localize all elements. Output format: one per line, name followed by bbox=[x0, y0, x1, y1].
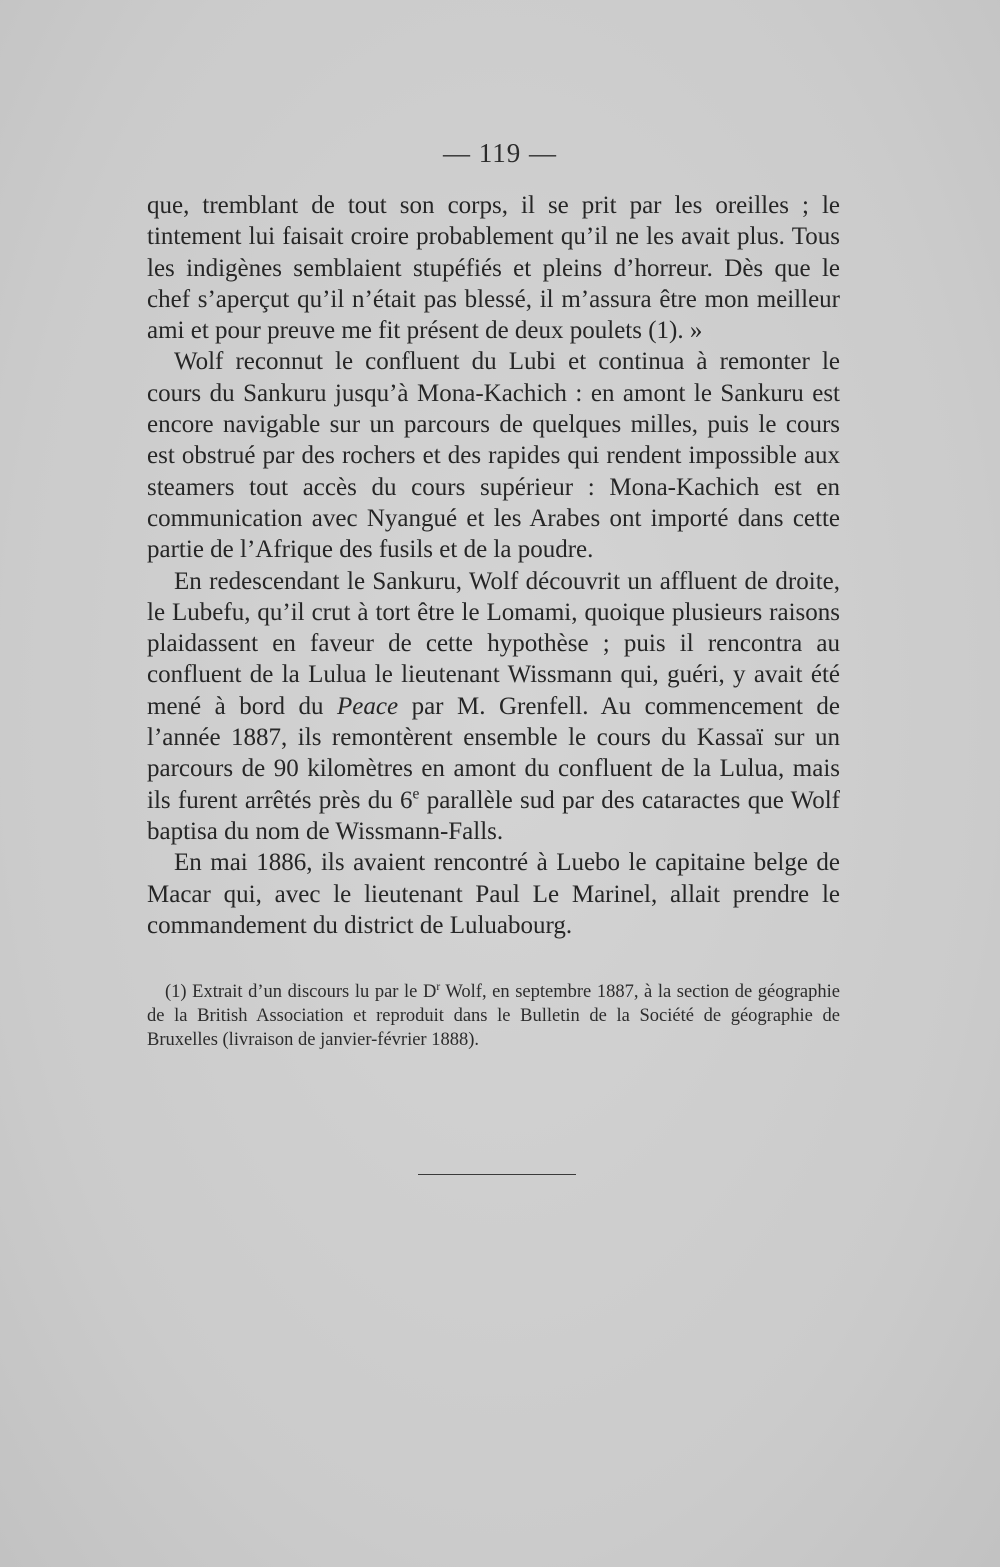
paragraph-1: que, tremblant de tout son corps, il se prit par les oreilles ; le tintement lui faisait croire probablement qu’il ne les avait plus. Tous les indigènes semblaient stupéfiés et pleins d’horreur. Dès que le chef s’aperçut qu’il n’était pas blessé, il m’assura être mon meilleur ami et pour preuve me fit présent de deux poulets (1). » bbox=[147, 192, 840, 345]
paragraph-4: En mai 1886, ils avaient rencontré à Luebo le capitaine belge de Macar qui, avec le lieutenant Paul Le Marinel, allait prendre le commandement du district de Luluabourg. bbox=[147, 849, 840, 939]
footnote-text-a: (1) Extrait d’un discours lu par le D bbox=[165, 982, 437, 1002]
ordinal-superscript: e bbox=[412, 785, 420, 803]
footnote bbox=[147, 980, 840, 1052]
footnote-text-b: Wolf, en septembre 1887, à la section de géographie de la British Association et reproduit dans le Bulletin de la Société de géographie de Bruxelles (livraison de janvier-février 1888). bbox=[147, 982, 840, 1050]
paragraph-2: Wolf reconnut le confluent du Lubi et continua à remonter le cours du Sankuru jusqu’à Mona-Kachich : en amont le Sankuru est encore navigable sur un parcours de quelques milles, puis le cours est obstrué par des rochers et des rapides qui rendent impossible aux steamers tout accès du cours supérieur : Mona-Kachich est en communication avec Nyangué et les Arabes ont importé dans cette partie de l’Afrique des fusils et de la poudre. bbox=[147, 348, 840, 564]
paragraph-3-text-b: par M. Grenfell. Au commencement de l’année 1887, ils remontèrent ensemble le cours du Kassaï sur un parcours de 90 kilomètres en amont du confluent de la Lulua, mais ils furent arrêtés près du 6 bbox=[147, 692, 841, 814]
doctor-abbrev-superscript: r bbox=[436, 980, 441, 993]
paragraph-3-text-c: parallèle sud par des cataractes que Wolf baptisa du nom de Wissmann-Falls. bbox=[147, 786, 841, 845]
ship-name-italic: Peace bbox=[337, 692, 399, 720]
paragraph-3 bbox=[147, 566, 840, 848]
page-number: — 119 — bbox=[443, 138, 557, 168]
paragraph-3-text-a: En redescendant le Sankuru, Wolf découvrit un affluent de droite, le Lubefu, qu’il crut à tort être le Lomami, quoique plusieurs raisons plaidassent en faveur de cette hypothèse ; puis il rencontra au confluent de la Lulua le lieutenant Wissmann qui, guéri, y avait été mené à bord du bbox=[147, 567, 840, 720]
end-rule-divider bbox=[418, 1174, 576, 1175]
footnote-text bbox=[147, 980, 840, 1052]
main-text bbox=[147, 190, 840, 941]
